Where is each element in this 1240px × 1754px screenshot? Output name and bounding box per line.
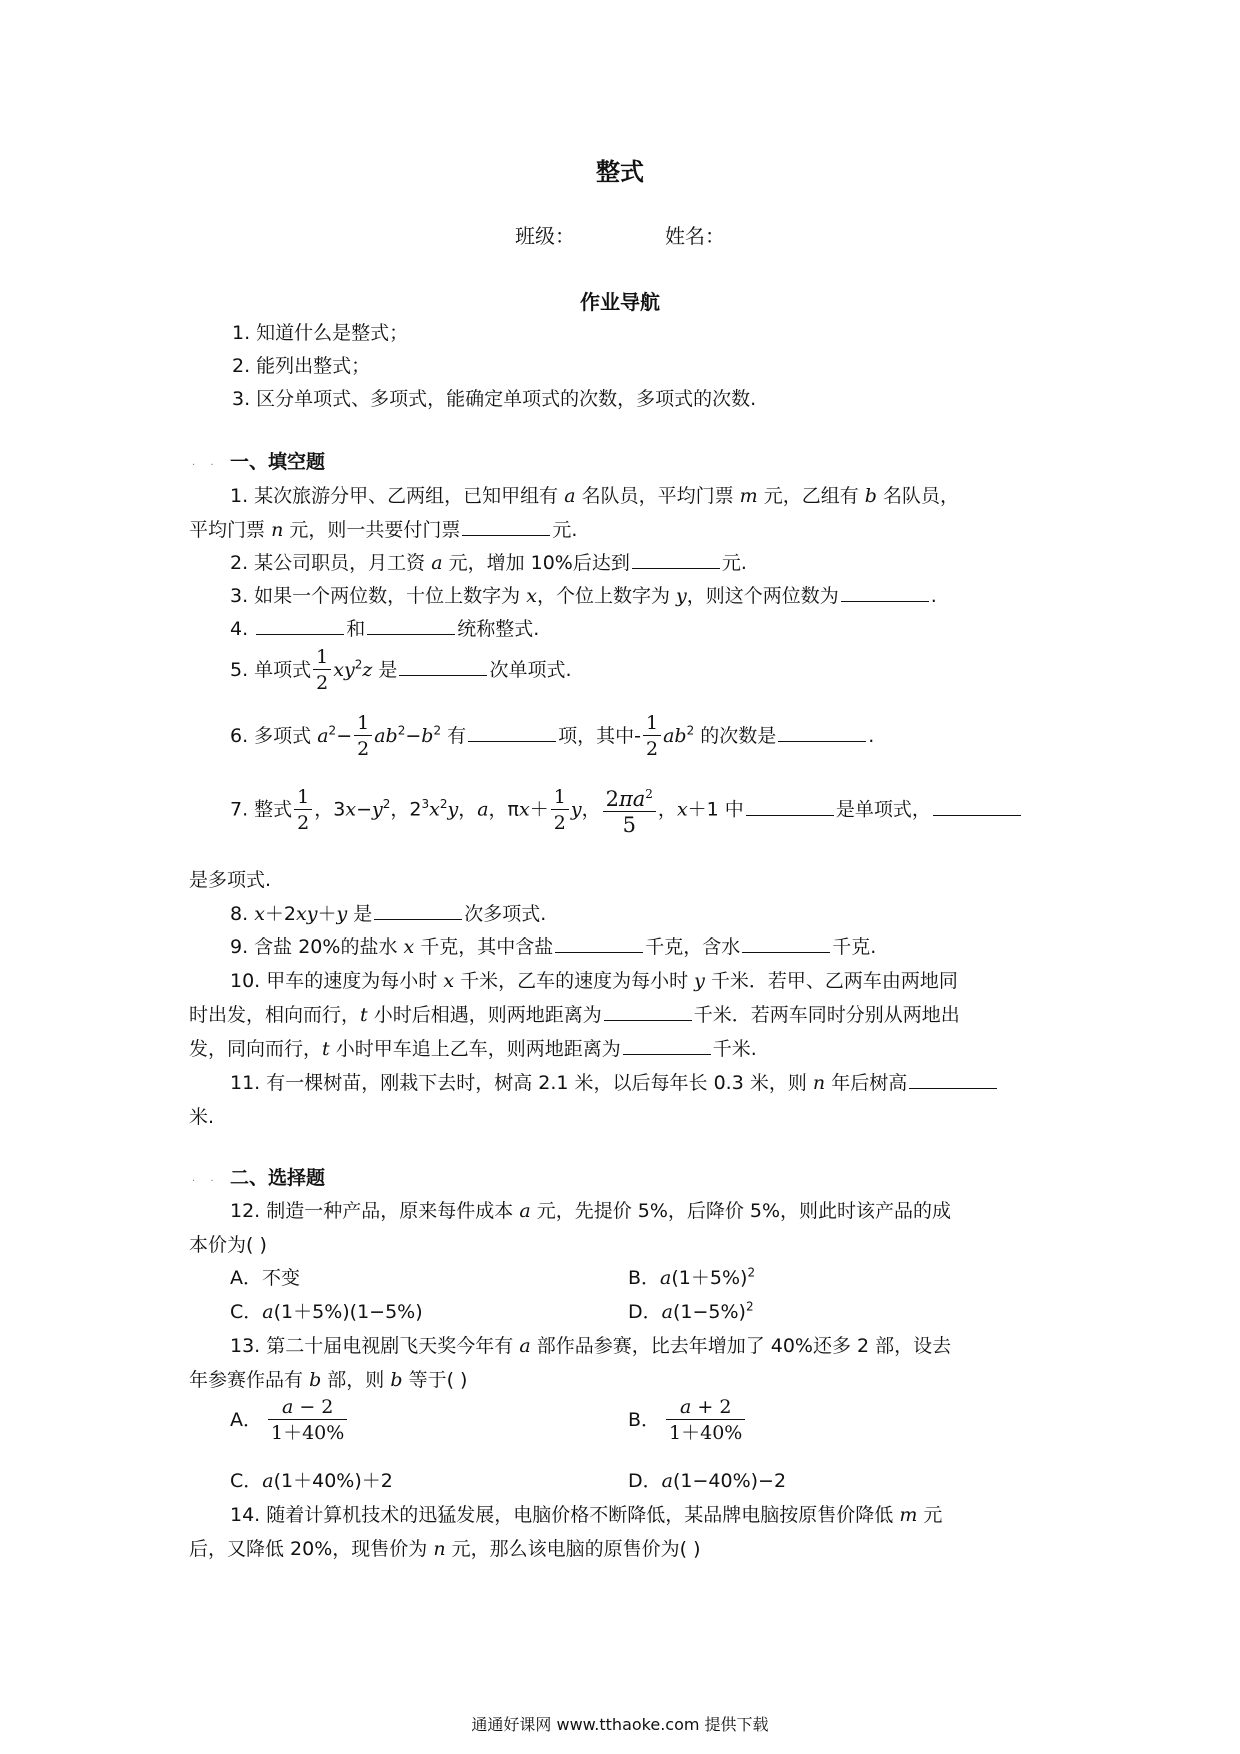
option-12-c[interactable]: C．a(1＋5%)(1−5%): [230, 1301, 423, 1323]
page-footer: 通通好课网 www.tthaoke.com 提供下载: [471, 1715, 769, 1734]
guide-title: 作业导航: [580, 290, 660, 314]
answer-blank[interactable]: [462, 517, 550, 536]
question-11-cont: 米.: [189, 1106, 215, 1128]
answer-blank[interactable]: [367, 616, 455, 635]
question-7: 7. 整式 $\frac{1}{2}$ ，$3x-y^2$，$2^3x^2y$，a，πx＋ $\frac{1}{2}$ y， $\frac{2\pi a^2}{5}$ ，x＋1 中 是单项式，: [230, 782, 1023, 838]
answer-blank[interactable]: [778, 723, 866, 742]
name-label: 姓名：: [665, 224, 725, 248]
option-12-b[interactable]: B．$a(1+5\%)^2$: [628, 1265, 756, 1289]
answer-blank[interactable]: [374, 901, 462, 920]
question-7-cont: 是多项式.: [189, 869, 272, 891]
class-name-line: [0, 220, 1240, 249]
question-9: 9. 含盐 20%的盐水 x 千克，其中含盐 千克，含水 千克.: [230, 936, 877, 958]
question-5: 5. 单项式 $\frac{1}{2}$ $xy^2z$ 是 次单项式.: [230, 646, 572, 694]
answer-blank[interactable]: [841, 583, 929, 602]
section-heading-multiple-choice: . . 二、选择题: [192, 1167, 326, 1189]
question-12: 12. 制造一种产品，原来每件成本 a 元，先提价 5%，后降价 5%，则此时该产品的成: [230, 1200, 952, 1222]
answer-blank[interactable]: [555, 934, 643, 953]
option-12-a[interactable]: A．不变: [230, 1267, 300, 1289]
option-13-b[interactable]: B． $\frac{a + 2}{1+40\%}$: [628, 1395, 747, 1446]
option-13-c[interactable]: C．a(1＋40%)＋2: [230, 1470, 393, 1492]
answer-blank[interactable]: [256, 616, 344, 635]
answer-blank[interactable]: [909, 1070, 997, 1089]
option-13-a[interactable]: A． $\frac{a - 2}{1+40\%}$: [230, 1395, 349, 1446]
question-10-cont2: 发，同向而行，t 小时甲车追上乙车，则两地距离为 千米.: [189, 1038, 757, 1060]
question-3: 3. 如果一个两位数，十位上数字为 x，个位上数字为 y，则这个两位数为 .: [230, 585, 937, 607]
answer-blank[interactable]: [746, 797, 834, 816]
answer-blank[interactable]: [742, 934, 830, 953]
question-1-cont: 平均门票 n 元，则一共要付门票 元.: [189, 519, 578, 541]
guide-item: 1. 知道什么是整式；: [232, 322, 409, 344]
question-1: 1. 某次旅游分甲、乙两组，已知甲组有 a 名队员，平均门票 m 元，乙组有 b 名队员，: [230, 485, 960, 507]
question-8: 8. x＋2xy＋y 是 次多项式.: [230, 903, 547, 925]
question-4: 4. 和 统称整式.: [230, 618, 540, 640]
question-2: 2. 某公司职员，月工资 a 元，增加 10%后达到 元.: [230, 552, 747, 574]
question-6: 6. 多项式 $a^2-$ $\frac{1}{2}$ $ab^2-b^2$ 有 项，其中- $\frac{1}{2}$ $ab^2$ 的次数是 .: [230, 712, 875, 760]
answer-blank[interactable]: [399, 657, 487, 676]
answer-blank[interactable]: [632, 550, 720, 569]
answer-blank[interactable]: [468, 723, 556, 742]
answer-blank[interactable]: [933, 797, 1021, 816]
question-11: 11. 有一棵树苗，刚栽下去时，树高 2.1 米，以后每年长 0.3 米，则 n 年后树高: [230, 1068, 999, 1095]
answer-blank[interactable]: [604, 1002, 692, 1021]
section-heading-fill-blank: . . 一、填空题: [192, 451, 326, 473]
guide-item: 3. 区分单项式、多项式，能确定单项式的次数，多项式的次数.: [232, 388, 757, 410]
question-13: 13. 第二十届电视剧飞天奖今年有 a 部作品参赛，比去年增加了 40%还多 2 部，设去: [230, 1335, 952, 1357]
question-13-cont: 年参赛作品有 b 部，则 b 等于( ): [189, 1369, 468, 1391]
question-14-cont: 后，又降低 20%，现售价为 n 元，那么该电脑的原售价为( ): [189, 1538, 701, 1560]
option-13-d[interactable]: D．a(1−40%)−2: [628, 1470, 787, 1492]
page-title: 整式: [596, 158, 644, 186]
question-14: 14. 随着计算机技术的迅猛发展，电脑价格不断降低，某品牌电脑按原售价降低 m 元: [230, 1504, 943, 1526]
option-12-d[interactable]: D．$a(1-5\%)^2$: [628, 1299, 754, 1323]
answer-blank[interactable]: [623, 1036, 711, 1055]
question-12-cont: 本价为( ): [189, 1234, 267, 1256]
question-10: 10. 甲车的速度为每小时 x 千米，乙车的速度为每小时 y 千米．若甲、乙两车由两地同: [230, 970, 958, 992]
question-10-cont1: 时出发，相向而行，t 小时后相遇，则两地距离为 千米．若两车同时分别从两地出: [189, 1004, 960, 1026]
class-label: 班级：: [515, 224, 575, 248]
guide-item: 2. 能列出整式；: [232, 355, 371, 377]
